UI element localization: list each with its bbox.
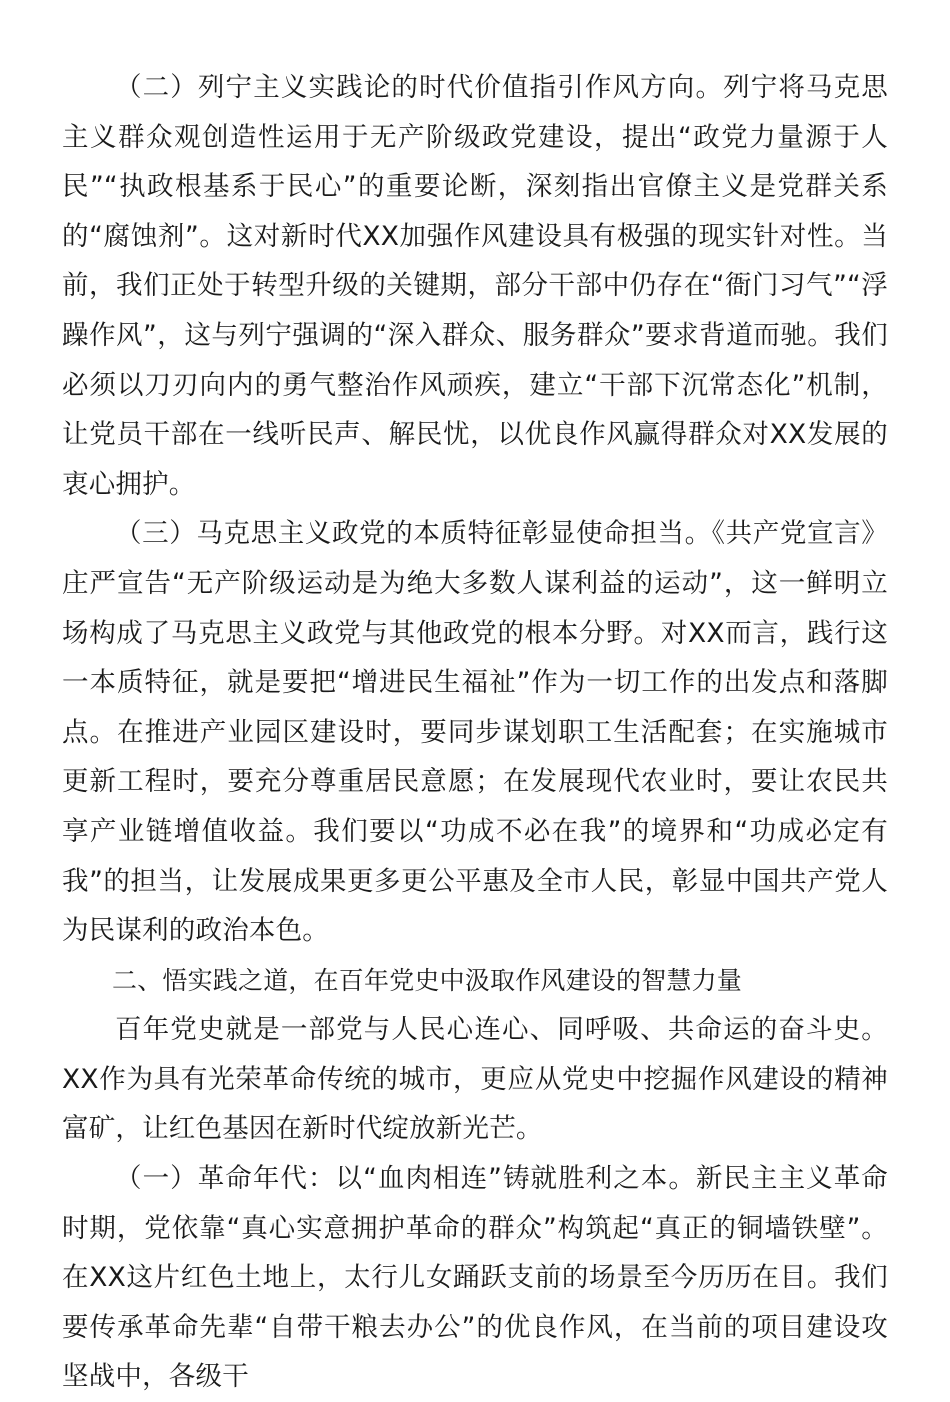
section-heading: 二、悟实践之道，在百年党史中汲取作风建设的智慧力量 [112, 965, 743, 995]
document-body [62, 63, 888, 1402]
paragraph-party-history: 百年党史就是一部党与人民心连心、同呼吸、共命运的奋斗史。XX作为具有光荣革命传统的城市，更应从党史中挖掘作风建设的精神富矿，让红色基因在新时代绽放新光芒。 [62, 1014, 888, 1145]
paragraph-revolution-era: （一）革命年代：以“血肉相连”铸就胜利之本。新民主主义革命时期，党依靠“真心实意拥护革命的群众”构筑起“真正的铜墙铁壁”。在XX这片红色土地上，太行儿女踊跃支前的场景至今历历在目。我们要传承革命先辈“自带干粮去办公”的优良作风，在当前的项目建设攻坚战中，各级干 [62, 1163, 888, 1393]
paragraph-marxist-party: （三）马克思主义政党的本质特征彰显使命担当。《共产党宣言》庄严宣告“无产阶级运动是为绝大多数人谋利益的运动”，这一鲜明立场构成了马克思主义政党与其他政党的根本分野。对XX而言，践行这一本质特征，就是要把“增进民生福祉”作为一切工作的出发点和落脚点。在推进产业园区建设时，要同步谋划职工生活配套；在实施城市更新工程时，要充分尊重居民意愿；在发展现代农业时，要让农民共享产业链增值收益。我们要以“功成不必在我”的境界和“功成必定有我”的担当，让发展成果更多更公平惠及全市人民，彰显中国共产党人为民谋利的政治本色。 [62, 518, 888, 947]
paragraph-leninism: （二）列宁主义实践论的时代价值指引作风方向。列宁将马克思主义群众观创造性运用于无产阶级政党建设，提出“政党力量源于人民”“执政根基系于民心”的重要论断，深刻指出官僚主义是党群关系的“腐蚀剂”。这对新时代XX加强作风建设具有极强的现实针对性。当前，我们正处于转型升级的关键期，部分干部中仍存在“衙门习气”“浮躁作风”，这与列宁强调的“深入群众、服务群众”要求背道而驰。我们必须以刀刃向内的勇气整治作风顽疾，建立“干部下沉常态化”机制，让党员干部在一线听民声、解民忧，以优良作风赢得群众对XX发展的衷心拥护。 [62, 72, 888, 500]
